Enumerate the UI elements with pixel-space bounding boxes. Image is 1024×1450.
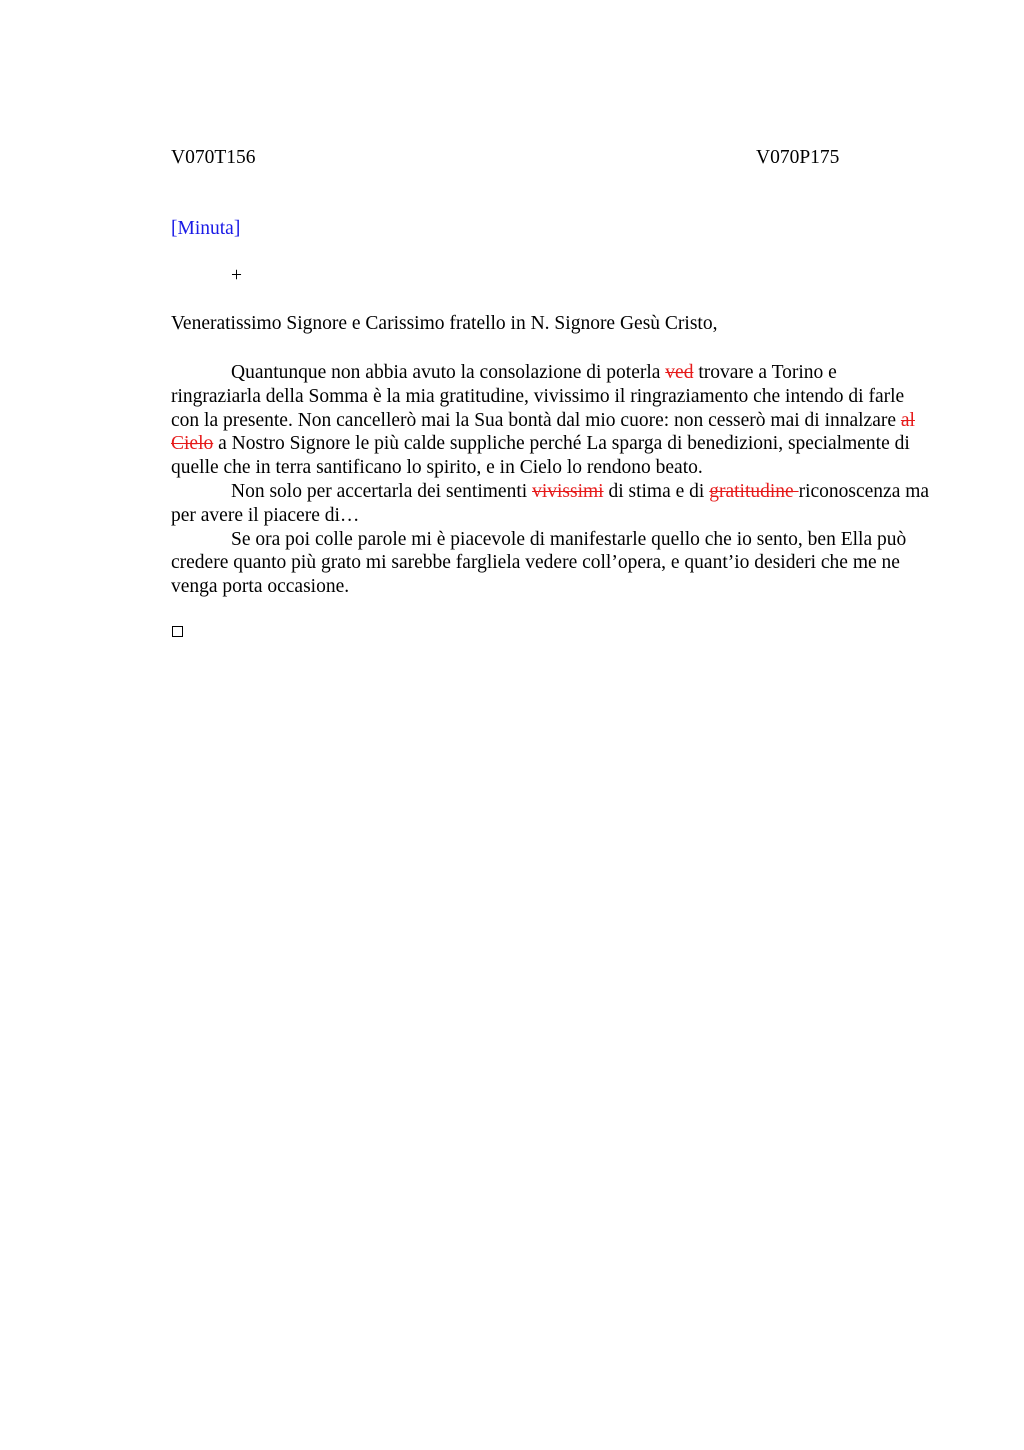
minuta-label: [Minuta] xyxy=(171,218,241,239)
deleted-text: al Cielo xyxy=(171,409,915,455)
letter-body xyxy=(171,361,931,599)
paragraph-1 xyxy=(171,361,931,480)
paragraph-text: riconoscenza ma per avere il piacere di… xyxy=(171,480,930,526)
cross-symbol: + xyxy=(231,265,242,286)
paragraph-text: Non solo per accertarla dei sentimenti xyxy=(231,480,533,502)
paragraph-text: Quantunque non abbia avuto la consolazione di poterla xyxy=(231,362,666,383)
header-left-code: V070T156 xyxy=(171,147,256,168)
paragraph-text: Se ora poi colle parole mi è piacevole di manifestarle quello che io sento, ben Ella può credere quanto più grato mi sarebbe fargliela vedere coll’opera, e quant’io desideri che me ne venga porta occasione. xyxy=(171,528,907,598)
end-square-icon xyxy=(172,626,183,637)
paragraph-text: trovare a Torino e ringraziarla della Somma è la mia gratitudine, vivissimo il ringraziamento che intendo di farle con la presente. Non cancellerò mai la Sua bontà dal mio cuore: non cesserò mai di innalzare xyxy=(171,362,905,431)
header-right-code: V070P175 xyxy=(756,147,840,168)
paragraph-text: a Nostro Signore le più calde suppliche perché La sparga di benedizioni, specialmente di quelle che in terra santificano lo spirito, e in Cielo lo rendono beato. xyxy=(171,433,910,479)
salutation: Veneratissimo Signore e Carissimo fratello in N. Signore Gesù Cristo, xyxy=(171,313,718,334)
paragraph-text: di stima e di xyxy=(603,480,710,502)
paragraph-2 xyxy=(171,480,931,528)
deleted-text: vivissimi xyxy=(532,480,604,502)
deleted-text: gratitudine xyxy=(709,480,799,502)
paragraph-3 xyxy=(171,528,931,599)
deleted-text: ved xyxy=(665,362,694,383)
